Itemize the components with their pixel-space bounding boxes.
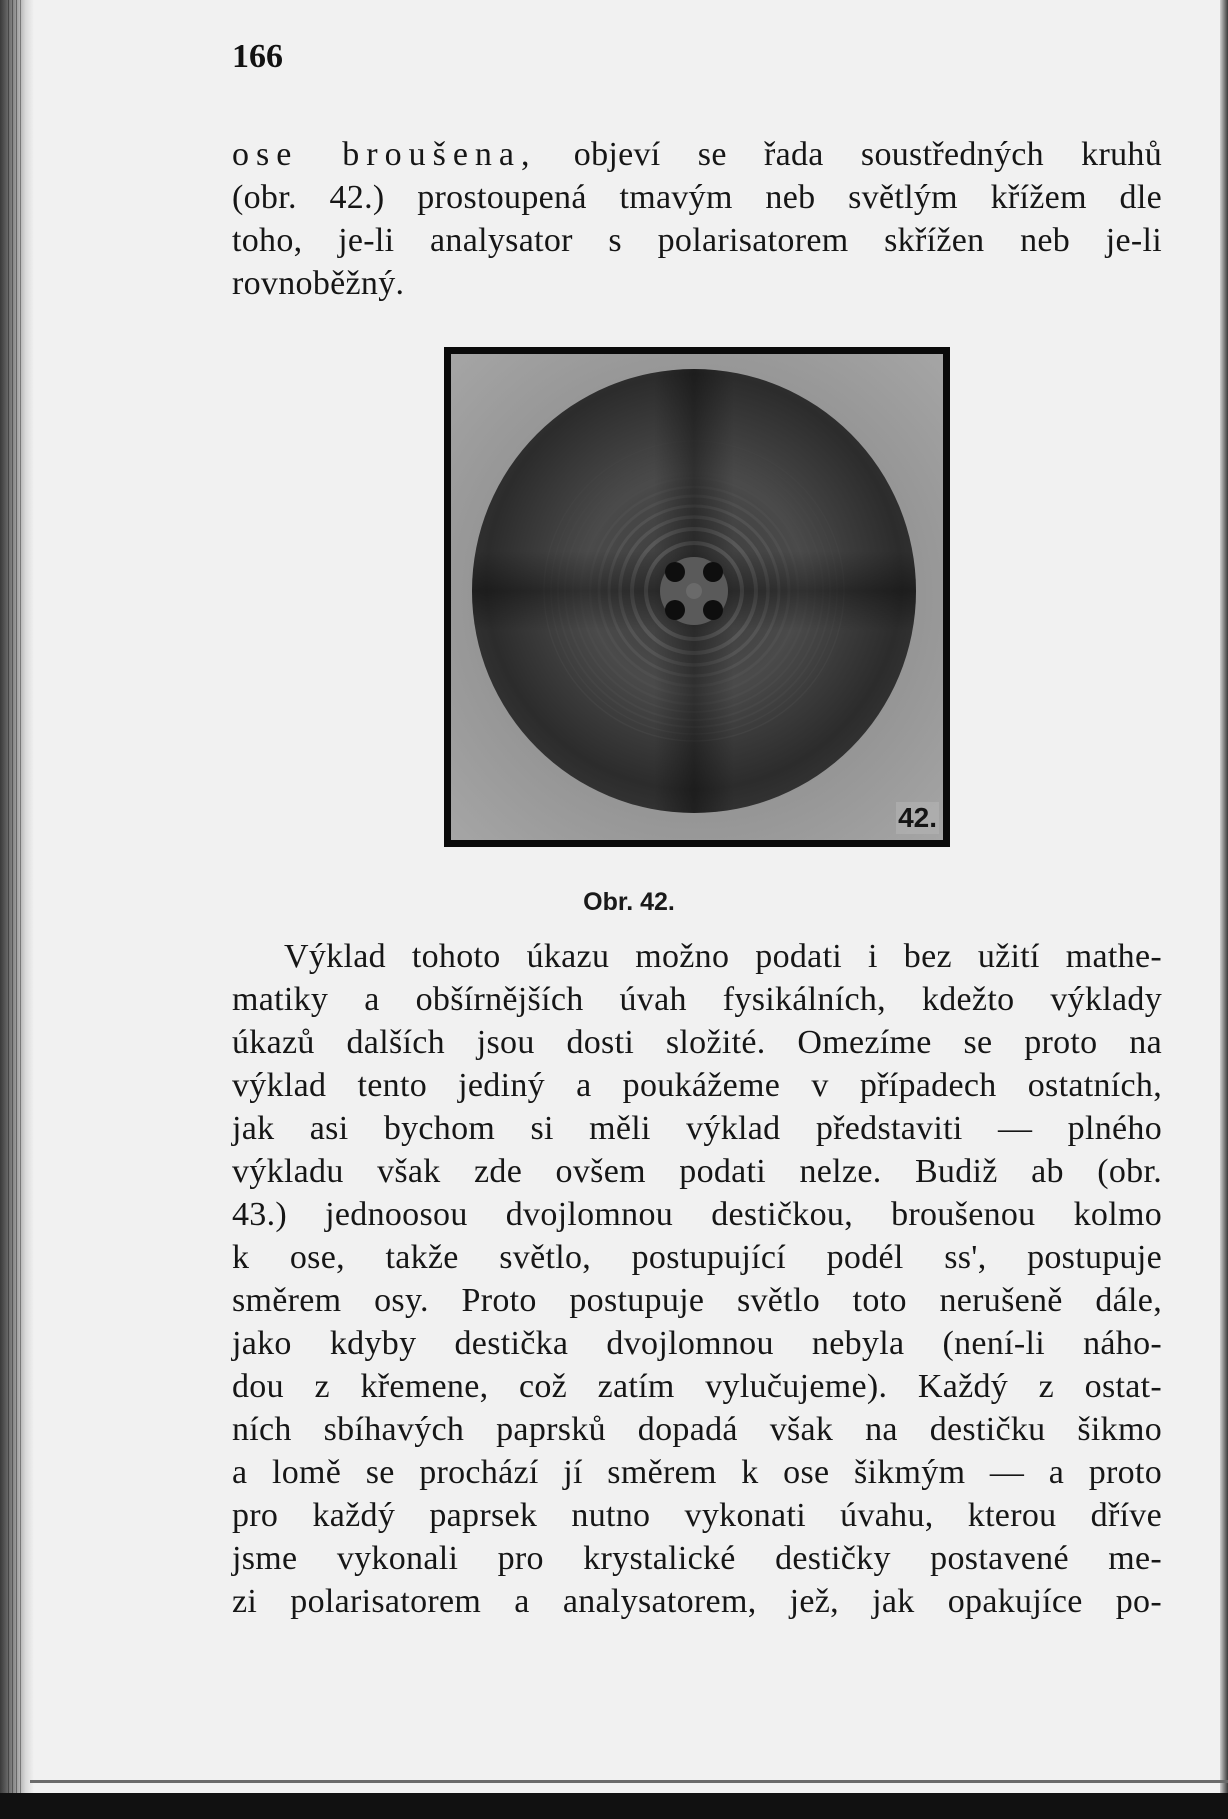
text-line: ních sbíhavých paprsků dopadá však na destičku šikmo (232, 1411, 1162, 1448)
figure-caption: Obr. 42. (583, 888, 675, 916)
text-line: jsme vykonali pro krystalické destičky postavené me- (232, 1540, 1162, 1577)
text-line: matiky a obšírnějších úvah fysikálních, kdežto výklady (232, 981, 1162, 1018)
text-line: směrem osy. Proto postupuje světlo toto nerušeně dále, (232, 1282, 1162, 1319)
text-line: jak asi bychom si měli výklad představiti — plného (232, 1110, 1162, 1147)
figure-42-frame (444, 347, 950, 847)
bottom-page-edge-line (30, 1780, 1228, 1783)
text-line: Výklad tohoto úkazu možno podati i bez užití mathe- (284, 938, 1162, 975)
text-line: výkladu však zde ovšem podati nelze. Budiž ab (obr. (232, 1153, 1162, 1190)
text-line: úkazů dalších jsou dosti složité. Omezíme se proto na (232, 1024, 1162, 1061)
text-line: výklad tento jediný a poukážeme v případech ostatních, (232, 1067, 1162, 1104)
text-line: rovnoběžný. (232, 265, 405, 302)
text-fragment: objeví se řada soustředných kruhů (536, 136, 1162, 173)
top-paragraph (232, 133, 1162, 305)
text-line: jako kdyby destička dvojlomnou nebyla (není-li náho- (232, 1325, 1162, 1362)
text-line (232, 133, 1162, 176)
main-paragraph (232, 935, 1162, 1623)
bottom-dark-edge (0, 1793, 1228, 1819)
text-line: zi polarisatorem a analysatorem, jež, jak opakujíce po- (232, 1583, 1162, 1620)
text-line: toho, je-li analysator s polarisatorem skřížen neb je-li (232, 222, 1162, 259)
spaced-text: ose broušena, (232, 136, 537, 173)
text-line: 43.) jednoosou dvojlomnou destičkou, broušenou kolmo (232, 1196, 1162, 1233)
text-line: dou z křemene, což zatím vylučujeme). Každý z ostat- (232, 1368, 1162, 1405)
interference-rings-illustration (451, 354, 943, 840)
text-line: pro každý paprsek nutno vykonati úvahu, kterou dříve (232, 1497, 1162, 1534)
figure-number-label: 42. (898, 802, 937, 833)
text-line: a lomě se prochází jí směrem k ose šikmým — a proto (232, 1454, 1162, 1491)
figure-42-image (451, 354, 943, 840)
text-line: k ose, takže světlo, postupující podél ss', postupuje (232, 1239, 1162, 1276)
page-number: 166 (232, 38, 283, 75)
text-line: (obr. 42.) prostoupená tmavým neb světlým křížem dle (232, 179, 1162, 216)
